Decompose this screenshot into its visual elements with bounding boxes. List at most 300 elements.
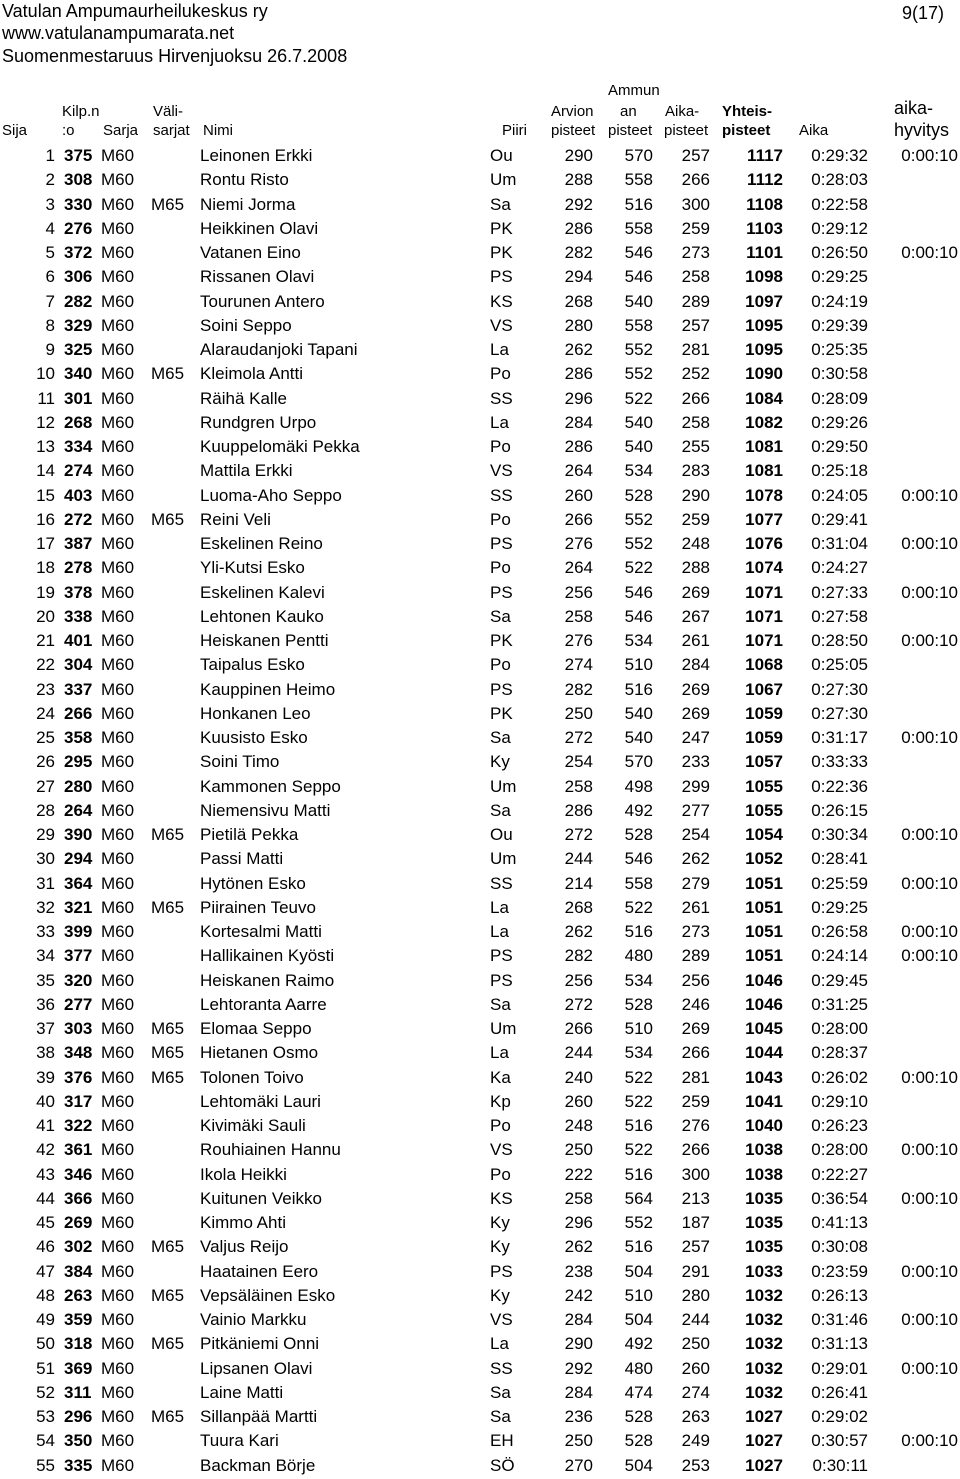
competitor-number-cell: 272 bbox=[64, 509, 93, 529]
shooting-points-cell: 552 bbox=[624, 1213, 653, 1233]
estimation-points-cell: 268 bbox=[564, 897, 593, 917]
district-cell: VS bbox=[490, 1310, 513, 1330]
subclass-cell bbox=[151, 1187, 200, 1211]
time-points-cell: 213 bbox=[681, 1188, 710, 1208]
name-cell: Lehtonen Kauko bbox=[200, 606, 324, 626]
time-points-cell: 249 bbox=[681, 1431, 710, 1451]
rank-cell: 46 bbox=[36, 1237, 55, 1257]
time-points-cell: 257 bbox=[681, 146, 710, 166]
name-cell: Haatainen Eero bbox=[200, 1261, 319, 1281]
shooting-points-cell: 492 bbox=[624, 800, 653, 820]
subclass-cell bbox=[151, 1429, 200, 1453]
time-cell: 0:33:33 bbox=[811, 752, 868, 772]
subclass-cell: M65 bbox=[151, 1285, 185, 1305]
name-cell: Hietanen Osmo bbox=[200, 1043, 319, 1063]
rank-cell: 26 bbox=[36, 752, 55, 772]
district-cell: Um bbox=[490, 170, 517, 190]
time-credit-cell bbox=[868, 1114, 960, 1138]
subclass-cell: M65 bbox=[151, 1237, 185, 1257]
name-cell: Heiskanen Pentti bbox=[200, 631, 329, 651]
shooting-points-cell: 546 bbox=[624, 243, 653, 263]
time-points-cell: 300 bbox=[681, 1164, 710, 1184]
district-cell: La bbox=[490, 1043, 509, 1063]
total-points-cell: 1038 bbox=[745, 1164, 783, 1184]
table-row bbox=[0, 1235, 960, 1259]
rank-cell: 2 bbox=[45, 170, 55, 190]
col-aikahyvitys-line2: hyvitys bbox=[894, 120, 950, 140]
district-cell: La bbox=[490, 1334, 509, 1354]
estimation-points-cell: 290 bbox=[564, 146, 593, 166]
class-cell: M60 bbox=[101, 655, 135, 675]
total-points-cell: 1057 bbox=[745, 752, 783, 772]
table-row bbox=[0, 605, 960, 629]
competitor-number-cell: 334 bbox=[64, 437, 93, 457]
estimation-points-cell: 238 bbox=[564, 1261, 593, 1281]
time-credit-cell bbox=[868, 411, 960, 435]
rank-cell: 23 bbox=[36, 679, 55, 699]
class-cell: M60 bbox=[101, 1140, 135, 1160]
time-credit-cell: 0:00:10 bbox=[901, 631, 958, 651]
rank-cell: 17 bbox=[36, 534, 55, 554]
district-cell: Po bbox=[490, 558, 511, 578]
estimation-points-cell: 268 bbox=[564, 291, 593, 311]
table-row bbox=[0, 1017, 960, 1041]
estimation-points-cell: 284 bbox=[564, 1382, 593, 1402]
time-credit-cell bbox=[868, 1017, 960, 1041]
time-cell: 0:31:13 bbox=[811, 1334, 868, 1354]
district-cell: Ky bbox=[490, 1237, 510, 1257]
rank-cell: 51 bbox=[36, 1358, 55, 1378]
rank-cell: 55 bbox=[36, 1455, 55, 1475]
district-cell: La bbox=[490, 340, 509, 360]
name-cell: Sillanpää Martti bbox=[200, 1407, 318, 1427]
shooting-points-cell: 528 bbox=[624, 485, 653, 505]
time-credit-cell: 0:00:10 bbox=[901, 1358, 958, 1378]
subclass-cell: M65 bbox=[151, 1067, 185, 1087]
time-cell: 0:29:10 bbox=[811, 1091, 868, 1111]
time-cell: 0:28:50 bbox=[811, 631, 868, 651]
subclass-cell bbox=[151, 605, 200, 629]
competitor-number-cell: 338 bbox=[64, 606, 93, 626]
time-credit-cell: 0:00:10 bbox=[901, 1067, 958, 1087]
time-points-cell: 266 bbox=[681, 388, 710, 408]
class-cell: M60 bbox=[101, 291, 135, 311]
class-cell: M60 bbox=[101, 1067, 135, 1087]
time-cell: 0:29:25 bbox=[811, 267, 868, 287]
subclass-cell bbox=[151, 629, 200, 653]
competitor-number-cell: 359 bbox=[64, 1310, 93, 1330]
district-cell: Ky bbox=[490, 1285, 510, 1305]
class-cell: M60 bbox=[101, 1382, 135, 1402]
shooting-points-cell: 552 bbox=[624, 534, 653, 554]
shooting-points-cell: 540 bbox=[624, 412, 653, 432]
rank-cell: 32 bbox=[36, 897, 55, 917]
class-cell: M60 bbox=[101, 582, 135, 602]
name-cell: Kauppinen Heimo bbox=[200, 679, 336, 699]
time-points-cell: 290 bbox=[681, 485, 710, 505]
class-cell: M60 bbox=[101, 267, 135, 287]
total-points-cell: 1071 bbox=[745, 631, 783, 651]
shooting-points-cell: 504 bbox=[624, 1310, 653, 1330]
time-cell: 0:25:59 bbox=[811, 873, 868, 893]
shooting-points-cell: 516 bbox=[624, 679, 653, 699]
time-points-cell: 259 bbox=[681, 509, 710, 529]
time-points-cell: 269 bbox=[681, 703, 710, 723]
subclass-cell: M65 bbox=[151, 509, 185, 529]
district-cell: SS bbox=[490, 388, 513, 408]
time-cell: 0:28:00 bbox=[811, 1019, 868, 1039]
class-cell: M60 bbox=[101, 315, 135, 335]
rank-cell: 44 bbox=[36, 1188, 55, 1208]
time-cell: 0:25:05 bbox=[811, 655, 868, 675]
col-aikahyvitys-line1: aika- bbox=[894, 98, 934, 118]
time-credit-cell bbox=[868, 168, 960, 192]
district-cell: VS bbox=[490, 461, 513, 481]
time-credit-cell bbox=[868, 508, 960, 532]
estimation-points-cell: 262 bbox=[564, 922, 593, 942]
table-row bbox=[0, 435, 960, 459]
time-cell: 0:30:08 bbox=[811, 1237, 868, 1257]
competitor-number-cell: 311 bbox=[64, 1382, 92, 1402]
time-cell: 0:41:13 bbox=[811, 1213, 868, 1233]
estimation-points-cell: 270 bbox=[564, 1455, 593, 1475]
col-ammunta-line2: an bbox=[620, 103, 637, 120]
competitor-number-cell: 266 bbox=[64, 703, 93, 723]
time-cell: 0:25:18 bbox=[811, 461, 868, 481]
rank-cell: 41 bbox=[36, 1116, 55, 1136]
col-kilpno-line2: :o bbox=[62, 122, 75, 139]
time-cell: 0:26:13 bbox=[811, 1285, 868, 1305]
estimation-points-cell: 282 bbox=[564, 946, 593, 966]
col-vali-line1: Väli- bbox=[153, 103, 184, 120]
competitor-number-cell: 364 bbox=[64, 873, 93, 893]
subclass-cell bbox=[151, 847, 200, 871]
name-cell: Mattila Erkki bbox=[200, 461, 293, 481]
subclass-cell: M65 bbox=[151, 1334, 185, 1354]
time-cell: 0:23:59 bbox=[811, 1261, 868, 1281]
name-cell: Luoma-Aho Seppo bbox=[200, 485, 342, 505]
estimation-points-cell: 262 bbox=[564, 340, 593, 360]
class-cell: M60 bbox=[101, 194, 135, 214]
total-points-cell: 1033 bbox=[745, 1261, 783, 1281]
subclass-cell bbox=[151, 799, 200, 823]
table-row bbox=[0, 678, 960, 702]
estimation-points-cell: 276 bbox=[564, 631, 593, 651]
estimation-points-cell: 292 bbox=[564, 1358, 593, 1378]
subclass-cell bbox=[151, 969, 200, 993]
name-cell: Kuuppelomäki Pekka bbox=[200, 437, 360, 457]
time-points-cell: 256 bbox=[681, 970, 710, 990]
competitor-number-cell: 317 bbox=[64, 1091, 93, 1111]
total-points-cell: 1071 bbox=[745, 582, 783, 602]
total-points-cell: 1046 bbox=[745, 994, 783, 1014]
estimation-points-cell: 260 bbox=[564, 1091, 593, 1111]
district-cell: Po bbox=[490, 1116, 511, 1136]
shooting-points-cell: 528 bbox=[624, 1407, 653, 1427]
subclass-cell: M65 bbox=[151, 897, 185, 917]
time-credit-cell bbox=[868, 193, 960, 217]
name-cell: Hytönen Esko bbox=[200, 873, 306, 893]
competitor-number-cell: 348 bbox=[64, 1043, 93, 1063]
time-credit-cell bbox=[868, 702, 960, 726]
class-cell: M60 bbox=[101, 1261, 135, 1281]
rank-cell: 49 bbox=[36, 1310, 55, 1330]
name-cell: Pitkäniemi Onni bbox=[200, 1334, 320, 1354]
rank-cell: 8 bbox=[45, 315, 55, 335]
name-cell: Vatanen Eino bbox=[200, 243, 301, 263]
district-cell: PK bbox=[490, 703, 513, 723]
class-cell: M60 bbox=[101, 1310, 135, 1330]
competitor-number-cell: 269 bbox=[64, 1213, 93, 1233]
time-cell: 0:31:46 bbox=[811, 1310, 868, 1330]
district-cell: KS bbox=[490, 291, 513, 311]
class-cell: M60 bbox=[101, 437, 135, 457]
class-cell: M60 bbox=[101, 606, 135, 626]
shooting-points-cell: 522 bbox=[624, 1091, 653, 1111]
class-cell: M60 bbox=[101, 970, 135, 990]
page-number: 9(17) bbox=[901, 3, 944, 23]
table-row bbox=[0, 508, 960, 532]
competitor-number-cell: 361 bbox=[64, 1140, 93, 1160]
district-cell: PS bbox=[490, 679, 513, 699]
total-points-cell: 1095 bbox=[745, 340, 783, 360]
name-cell: Honkanen Leo bbox=[200, 703, 311, 723]
shooting-points-cell: 528 bbox=[624, 825, 653, 845]
time-cell: 0:22:36 bbox=[811, 776, 868, 796]
time-credit-cell bbox=[868, 605, 960, 629]
district-cell: Po bbox=[490, 364, 511, 384]
subclass-cell bbox=[151, 750, 200, 774]
time-cell: 0:29:41 bbox=[811, 509, 868, 529]
rank-cell: 18 bbox=[36, 558, 55, 578]
table-row bbox=[0, 217, 960, 241]
time-credit-cell bbox=[868, 459, 960, 483]
competitor-number-cell: 401 bbox=[64, 631, 93, 651]
rank-cell: 27 bbox=[36, 776, 55, 796]
estimation-points-cell: 256 bbox=[564, 970, 593, 990]
district-cell: Ou bbox=[490, 825, 513, 845]
subclass-cell bbox=[151, 1138, 200, 1162]
shooting-points-cell: 492 bbox=[624, 1334, 653, 1354]
district-cell: PS bbox=[490, 946, 513, 966]
name-cell: Niemensivu Matti bbox=[200, 800, 331, 820]
name-cell: Reini Veli bbox=[200, 509, 271, 529]
shooting-points-cell: 510 bbox=[624, 1285, 653, 1305]
estimation-points-cell: 242 bbox=[564, 1285, 593, 1305]
rank-cell: 4 bbox=[45, 218, 55, 238]
competitor-number-cell: 376 bbox=[64, 1067, 93, 1087]
time-credit-cell bbox=[868, 1090, 960, 1114]
estimation-points-cell: 292 bbox=[564, 194, 593, 214]
class-cell: M60 bbox=[101, 1358, 135, 1378]
shooting-points-cell: 552 bbox=[624, 340, 653, 360]
subclass-cell bbox=[151, 387, 200, 411]
class-cell: M60 bbox=[101, 1116, 135, 1136]
total-points-cell: 1068 bbox=[745, 655, 783, 675]
results-body bbox=[0, 144, 960, 1478]
time-credit-cell: 0:00:10 bbox=[901, 146, 958, 166]
name-cell: Tuura Kari bbox=[200, 1431, 279, 1451]
total-points-cell: 1117 bbox=[747, 146, 783, 166]
district-cell: PS bbox=[490, 582, 513, 602]
time-points-cell: 233 bbox=[681, 752, 710, 772]
time-points-cell: 252 bbox=[681, 364, 710, 384]
name-cell: Soini Seppo bbox=[200, 315, 292, 335]
time-cell: 0:29:25 bbox=[811, 897, 868, 917]
district-cell: Sa bbox=[490, 800, 511, 820]
subclass-cell: M65 bbox=[151, 1019, 185, 1039]
table-row bbox=[0, 653, 960, 677]
rank-cell: 34 bbox=[36, 946, 55, 966]
class-cell: M60 bbox=[101, 1431, 135, 1451]
total-points-cell: 1084 bbox=[745, 388, 783, 408]
total-points-cell: 1040 bbox=[745, 1116, 783, 1136]
time-points-cell: 300 bbox=[681, 194, 710, 214]
rank-cell: 12 bbox=[36, 412, 55, 432]
shooting-points-cell: 522 bbox=[624, 388, 653, 408]
total-points-cell: 1078 bbox=[745, 485, 783, 505]
shooting-points-cell: 522 bbox=[624, 1140, 653, 1160]
col-piiri: Piiri bbox=[502, 122, 527, 139]
class-cell: M60 bbox=[101, 1019, 135, 1039]
shooting-points-cell: 546 bbox=[624, 582, 653, 602]
shooting-points-cell: 504 bbox=[624, 1261, 653, 1281]
time-credit-cell: 0:00:10 bbox=[901, 825, 958, 845]
table-row bbox=[0, 1211, 960, 1235]
estimation-points-cell: 272 bbox=[564, 994, 593, 1014]
time-points-cell: 263 bbox=[681, 1407, 710, 1427]
class-cell: M60 bbox=[101, 243, 135, 263]
col-aika: Aika bbox=[799, 122, 829, 139]
col-sija: Sija bbox=[2, 122, 28, 139]
total-points-cell: 1055 bbox=[745, 800, 783, 820]
district-cell: Kp bbox=[490, 1091, 511, 1111]
shooting-points-cell: 516 bbox=[624, 194, 653, 214]
rank-cell: 15 bbox=[36, 485, 55, 505]
shooting-points-cell: 534 bbox=[624, 461, 653, 481]
table-row bbox=[0, 1308, 960, 1332]
competitor-number-cell: 378 bbox=[64, 582, 93, 602]
table-row bbox=[0, 750, 960, 774]
competitor-number-cell: 277 bbox=[64, 994, 93, 1014]
time-points-cell: 280 bbox=[681, 1285, 710, 1305]
class-cell: M60 bbox=[101, 1237, 135, 1257]
table-row bbox=[0, 629, 960, 653]
total-points-cell: 1032 bbox=[745, 1334, 783, 1354]
time-credit-cell: 0:00:10 bbox=[901, 946, 958, 966]
time-credit-cell: 0:00:10 bbox=[901, 922, 958, 942]
time-points-cell: 273 bbox=[681, 922, 710, 942]
estimation-points-cell: 296 bbox=[564, 388, 593, 408]
name-cell: Kimmo Ahti bbox=[200, 1213, 286, 1233]
table-row bbox=[0, 872, 960, 896]
table-row bbox=[0, 168, 960, 192]
time-points-cell: 274 bbox=[681, 1382, 710, 1402]
time-cell: 0:26:02 bbox=[811, 1067, 868, 1087]
class-cell: M60 bbox=[101, 1407, 135, 1427]
class-cell: M60 bbox=[101, 849, 135, 869]
rank-cell: 29 bbox=[36, 825, 55, 845]
competitor-number-cell: 375 bbox=[64, 146, 93, 166]
class-cell: M60 bbox=[101, 1455, 135, 1475]
table-row bbox=[0, 823, 960, 847]
time-cell: 0:24:05 bbox=[811, 485, 868, 505]
time-credit-cell bbox=[868, 678, 960, 702]
time-points-cell: 247 bbox=[681, 728, 710, 748]
shooting-points-cell: 570 bbox=[624, 146, 653, 166]
time-credit-cell: 0:00:10 bbox=[901, 485, 958, 505]
shooting-points-cell: 516 bbox=[624, 1116, 653, 1136]
time-points-cell: 253 bbox=[681, 1455, 710, 1475]
time-points-cell: 281 bbox=[681, 1067, 710, 1087]
time-credit-cell: 0:00:10 bbox=[901, 1188, 958, 1208]
time-points-cell: 187 bbox=[681, 1213, 710, 1233]
total-points-cell: 1052 bbox=[745, 849, 783, 869]
subclass-cell bbox=[151, 678, 200, 702]
estimation-points-cell: 222 bbox=[564, 1164, 593, 1184]
name-cell: Rundgren Urpo bbox=[200, 412, 317, 432]
table-row bbox=[0, 556, 960, 580]
name-cell: Hallikainen Kyösti bbox=[200, 946, 335, 966]
rank-cell: 37 bbox=[36, 1019, 55, 1039]
subclass-cell bbox=[151, 217, 200, 241]
subclass-cell bbox=[151, 1357, 200, 1381]
estimation-points-cell: 294 bbox=[564, 267, 593, 287]
col-arvion-line1: Arvion bbox=[551, 103, 594, 120]
time-credit-cell bbox=[868, 896, 960, 920]
estimation-points-cell: 264 bbox=[564, 558, 593, 578]
total-points-cell: 1051 bbox=[745, 946, 783, 966]
time-points-cell: 244 bbox=[681, 1310, 710, 1330]
class-cell: M60 bbox=[101, 170, 135, 190]
time-credit-cell bbox=[868, 265, 960, 289]
subclass-cell bbox=[151, 581, 200, 605]
name-cell: Taipalus Esko bbox=[200, 655, 305, 675]
estimation-points-cell: 236 bbox=[564, 1407, 593, 1427]
shooting-points-cell: 480 bbox=[624, 946, 653, 966]
district-cell: SS bbox=[490, 873, 513, 893]
class-cell: M60 bbox=[101, 897, 135, 917]
shooting-points-cell: 516 bbox=[624, 1237, 653, 1257]
rank-cell: 5 bbox=[45, 243, 55, 263]
estimation-points-cell: 286 bbox=[564, 800, 593, 820]
district-cell: SS bbox=[490, 1358, 513, 1378]
time-credit-cell: 0:00:10 bbox=[901, 873, 958, 893]
estimation-points-cell: 240 bbox=[564, 1067, 593, 1087]
time-cell: 0:26:50 bbox=[811, 243, 868, 263]
subclass-cell: M65 bbox=[151, 1043, 185, 1063]
shooting-points-cell: 558 bbox=[624, 315, 653, 335]
competitor-number-cell: 346 bbox=[64, 1164, 93, 1184]
district-cell: SS bbox=[490, 485, 513, 505]
time-credit-cell bbox=[868, 969, 960, 993]
total-points-cell: 1081 bbox=[745, 437, 783, 457]
time-cell: 0:31:04 bbox=[811, 534, 868, 554]
col-kilpno-line1: Kilp.n bbox=[62, 103, 100, 120]
time-credit-cell bbox=[868, 993, 960, 1017]
estimation-points-cell: 274 bbox=[564, 655, 593, 675]
competitor-number-cell: 268 bbox=[64, 412, 93, 432]
table-row bbox=[0, 1187, 960, 1211]
col-ammunta-line1: Ammun bbox=[608, 82, 660, 99]
time-points-cell: 262 bbox=[681, 849, 710, 869]
class-cell: M60 bbox=[101, 388, 135, 408]
subclass-cell bbox=[151, 1381, 200, 1405]
table-row bbox=[0, 920, 960, 944]
time-points-cell: 258 bbox=[681, 412, 710, 432]
time-cell: 0:29:01 bbox=[811, 1358, 868, 1378]
col-aikapisteet-line1: Aika- bbox=[665, 103, 700, 120]
